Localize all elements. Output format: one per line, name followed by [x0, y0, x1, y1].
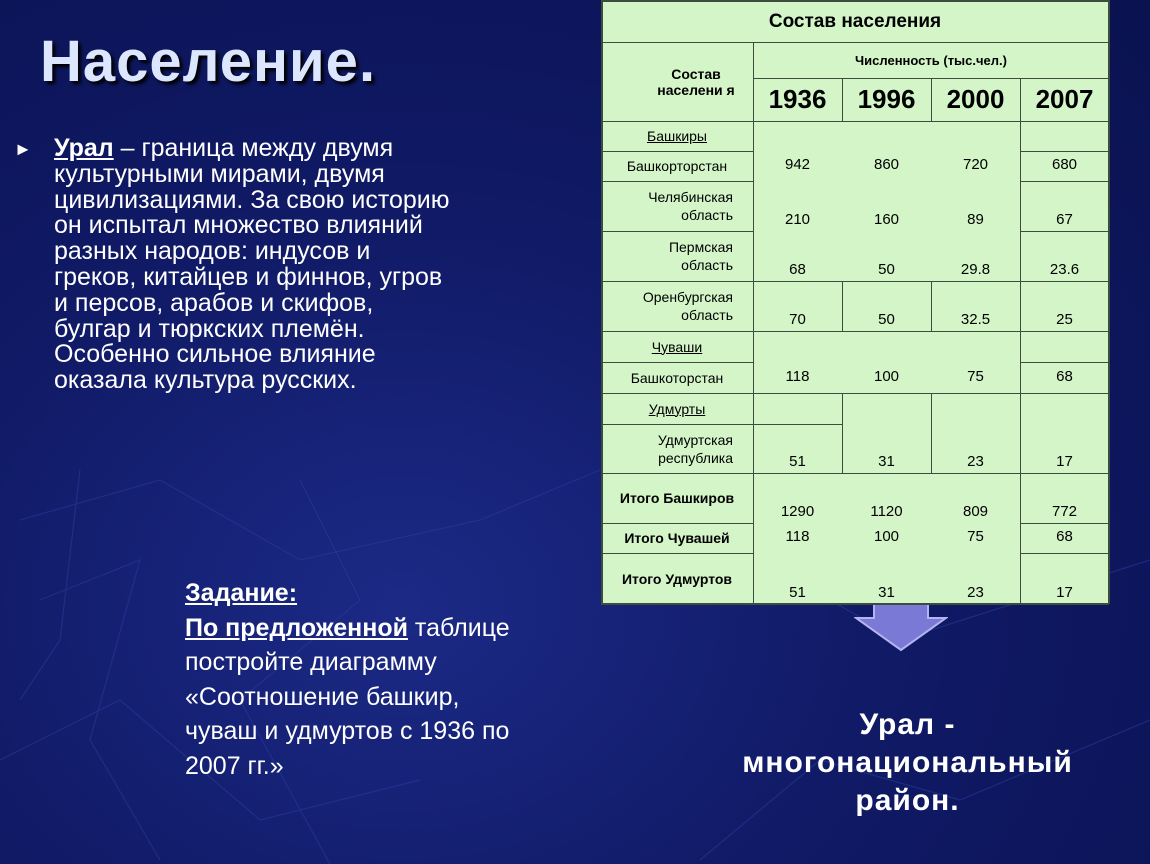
bullet-term: Урал [54, 134, 114, 162]
task-body: таблице постройте диаграмму «Соотношение башкир, чуваш и удмуртов с 1936 по 2007 гг.» [185, 613, 510, 780]
value-cell: 29.8 [960, 261, 991, 278]
row-label: Итого Удмуртов [621, 570, 733, 587]
value-cell: 50 [878, 311, 895, 328]
row-label: Оренбургская область [642, 289, 733, 323]
year-header: 1996 [857, 84, 916, 114]
value-cell: 68 [1056, 367, 1073, 385]
value-cell: 160 [873, 211, 900, 228]
value-cell: 50 [878, 261, 895, 278]
value-cell: 100 [873, 528, 900, 545]
value-cell: 51 [789, 453, 806, 470]
column-label: Состав населени я [657, 65, 735, 98]
value-cell: 118 [785, 367, 810, 385]
row-label: Челябинская область [648, 189, 733, 223]
value-cell: 68 [789, 261, 806, 278]
value-cell: 31 [878, 453, 895, 470]
value-cell: 118 [785, 528, 810, 545]
value-cell: 70 [789, 311, 806, 328]
year-header: 1936 [768, 84, 827, 114]
conclusion-text: Урал - многонациональный район. [742, 708, 1073, 817]
year-header: 2000 [946, 84, 1005, 114]
value-cell: 89 [967, 211, 984, 228]
intro-bullet [14, 136, 454, 394]
row-label: Удмуртская республика [657, 431, 733, 466]
value-cell: 75 [967, 367, 984, 385]
task-block [185, 576, 515, 783]
value-cell: 1120 [870, 503, 903, 520]
value-cell: 25 [1056, 311, 1073, 328]
year-header: 2007 [1035, 84, 1094, 114]
row-label: Башкоторстан [630, 369, 724, 386]
bullet-text: – граница между двумя культурными мирами, двумя цивилизациями. За свою историю он испытал множество влияний разных народов: индусов и греков, китайцев и финнов, угров и персов, арабов и скифов, булгар и тюркских племён. Особенно сильное влияние оказала культура русских. [54, 134, 450, 395]
value-cell: 100 [873, 367, 900, 385]
value-cell: 210 [784, 211, 811, 228]
value-cell: 23 [967, 453, 984, 470]
row-label: Пермская область [668, 239, 733, 273]
value-cell: 1290 [780, 503, 815, 520]
value-cell: 860 [873, 156, 900, 173]
row-label: Чуваши [651, 338, 703, 355]
population-table [601, 0, 1109, 604]
value-cell: 32.5 [960, 311, 991, 328]
value-cell: 772 [1051, 503, 1078, 520]
row-label: Башкорторстан [626, 158, 728, 174]
row-label: Удмурты [648, 400, 706, 417]
task-lead: По предложенной [185, 613, 408, 642]
value-cell: 17 [1056, 584, 1073, 601]
down-arrow-icon [854, 600, 948, 652]
row-label: Итого Башкиров [619, 490, 735, 506]
value-cell: 720 [962, 156, 989, 173]
value-cell: 942 [784, 156, 811, 173]
value-cell: 67 [1056, 211, 1073, 228]
value-cell: 23.6 [1049, 261, 1080, 278]
value-cell: 51 [789, 584, 806, 601]
value-cell: 809 [962, 503, 989, 520]
value-cell: 31 [878, 584, 895, 601]
group-label: Численность (тыс.чел.) [855, 52, 1007, 68]
row-label: Итого Чувашей [624, 530, 730, 546]
value-cell: 68 [1056, 528, 1073, 545]
page-title: Население. [40, 29, 377, 94]
table-caption: Состав населения [768, 10, 942, 32]
value-cell: 23 [967, 584, 984, 601]
row-label: Башкиры [647, 128, 707, 144]
value-cell: 680 [1051, 156, 1078, 173]
value-cell: 75 [967, 528, 984, 545]
task-heading: Задание: [185, 579, 298, 607]
value-cell: 17 [1056, 453, 1073, 470]
bullet-arrow-icon: ► [14, 139, 32, 159]
